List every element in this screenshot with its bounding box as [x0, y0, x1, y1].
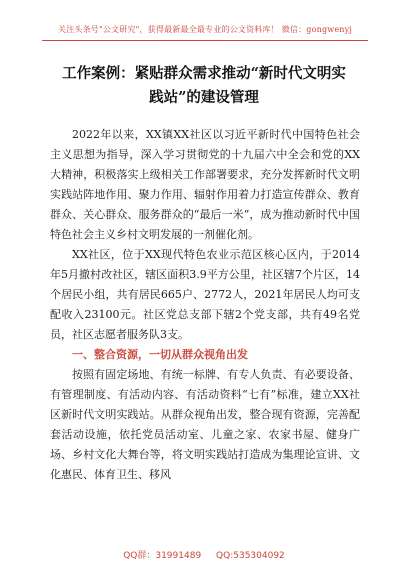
- paragraph-section-one: 按照有固定场地、有统一标牌、有专人负责、有必要设备、有管理制度、有活动内容、有活动资料“七有”标准，建立XX社区新时代文明实践站。从群众视角出发，整合现有资源，完善配套活动设施，依托党员活动室、儿童之家、农家书屋、健身广场、乡村文化大舞台等，将文明实践站打造成为集理论宣讲、文化惠民、体育卫生、移风: [50, 368, 360, 481]
- document-title: 工作案例：紧贴群众需求推动“新时代文明实践站”的建设管理: [62, 65, 346, 106]
- paragraph-intro: 2022年以来，XX镇XX社区以习近平新时代中国特色社会主义思想为指导，深入学习贯彻党的十九届六中全会和党的XX大精神，积极落实上级相关工作部署要求，充分发挥新时代文明实践站阵地作用、聚力作用、辐射作用着力打造宣传群众、教育群众、关心群众、服务群众的“最后一米”，成为推动新时代中国特色社会主义乡村文明发展的一剂催化剂。: [50, 128, 360, 241]
- section-heading: 一、整合资源，一切从群众视角出发: [72, 348, 248, 361]
- footer-qq: QQ:535304092: [216, 551, 285, 561]
- paragraph-community: XX社区，位于XX现代特色农业示范区核心区内，于2014年5月撤村改社区，辖区面积3.9平方公里，社区辖7个片区，14个居民小组，共有居民665户、2772人，2021年居民人均可支配收入23100元。社区党总支部下辖2个党支部，共有49名党员，社区志愿者服务队3支。: [50, 248, 360, 341]
- header-banner: [42, 18, 368, 41]
- banner-text: 关注头条号"公文研究"，获得最新最全最专业的公文资料库！ 微信：gongwenyj: [57, 24, 353, 34]
- footer: [0, 548, 408, 561]
- document-body: [50, 125, 360, 485]
- footer-qq-group: QQ群：31991489: [123, 551, 202, 561]
